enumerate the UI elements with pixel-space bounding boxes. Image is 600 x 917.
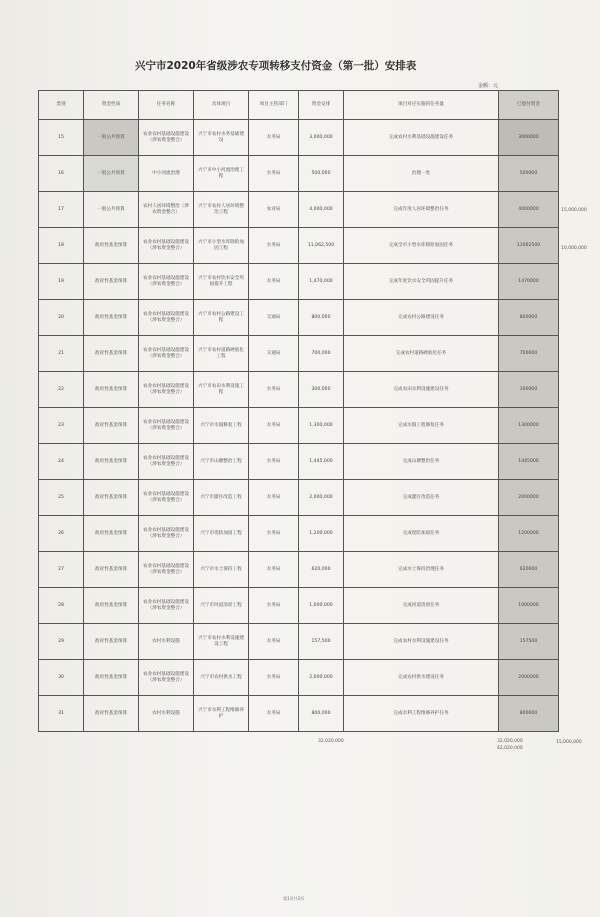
row-nature: 政府性基金预算 [84, 480, 139, 516]
row-task: 农业农村基础设施建设（涉农资金整合） [139, 120, 194, 156]
table-row [39, 516, 559, 552]
row-nature: 政府性基金预算 [84, 444, 139, 480]
row-workload: 完成农田水利设施建设任务 [344, 372, 499, 408]
header-amount: 资金安排 [299, 91, 344, 120]
row-workload: 完成全市小型水库除险加固任务 [344, 228, 499, 264]
row-no: 20 [39, 300, 84, 336]
row-nature: 一般公共预算 [84, 120, 139, 156]
row-workload: 完成农村公路建设任务 [344, 300, 499, 336]
header-paid: 已拨付资金 [499, 91, 559, 120]
table-header [39, 91, 559, 120]
row-no: 25 [39, 480, 84, 516]
allocation-table [38, 90, 559, 732]
row-project: 兴宁市农村人居环境整治工程 [194, 192, 249, 228]
header-project: 具体项目 [194, 91, 249, 120]
row-workload: 完成农村供水建设任务 [344, 660, 499, 696]
row-amount: 1,300,000 [299, 408, 344, 444]
row-amount: 2,000,000 [299, 660, 344, 696]
page-footer: 第1页共3页 [283, 896, 305, 901]
table-row [39, 120, 559, 156]
row-workload: 完成年度人居环境整治任务 [344, 192, 499, 228]
row-amount: 800,000 [299, 696, 344, 732]
row-amount: 1,445,000 [299, 444, 344, 480]
header-category: 类别 [39, 91, 84, 120]
row-paid: 1445000 [499, 444, 559, 480]
document-title: 兴宁市2020年省级涉农专项转移支付资金（第一批）安排表 [135, 60, 417, 72]
row-paid: 1000000 [499, 588, 559, 624]
row-workload: 完成水毁工程修复任务 [344, 408, 499, 444]
row-project: 兴宁市堤防加固工程 [194, 516, 249, 552]
row-paid: 3000000 [499, 120, 559, 156]
row-nature: 政府性基金预算 [84, 552, 139, 588]
row-task: 农业农村基础设施建设（涉农资金整合） [139, 228, 194, 264]
row-project: 兴宁市农村水利设施建设工程 [194, 624, 249, 660]
table-row [39, 696, 559, 732]
row-no: 17 [39, 192, 84, 228]
row-no: 29 [39, 624, 84, 660]
table-row [39, 480, 559, 516]
header-department: 项目主管部门 [249, 91, 299, 120]
row-no: 31 [39, 696, 84, 732]
row-project: 兴宁市农村公路建设工程 [194, 300, 249, 336]
row-dept: 水务局 [249, 624, 299, 660]
row-nature: 政府性基金预算 [84, 588, 139, 624]
row-paid: 620000 [499, 552, 559, 588]
row-amount: 300,000 [299, 372, 344, 408]
row-amount: 157,500 [299, 624, 344, 660]
row-task: 农业农村基础设施建设（涉农资金整合） [139, 480, 194, 516]
row-no: 30 [39, 660, 84, 696]
table-row [39, 336, 559, 372]
row-amount: 800,000 [299, 300, 344, 336]
row-no: 19 [39, 264, 84, 300]
row-no: 18 [39, 228, 84, 264]
row-project: 兴宁市河道清淤工程 [194, 588, 249, 624]
row-paid: 800000 [499, 300, 559, 336]
row-no: 26 [39, 516, 84, 552]
header-fund-nature: 资金性质 [84, 91, 139, 120]
amount-total: 32,020,000 [318, 739, 344, 744]
row-workload: 治理一处 [344, 156, 499, 192]
row-dept: 交通局 [249, 300, 299, 336]
row-nature: 政府性基金预算 [84, 336, 139, 372]
row-task: 中小河流治理 [139, 156, 194, 192]
row-project: 兴宁市水土保持工程 [194, 552, 249, 588]
row-task: 农业农村基础设施建设（涉农资金整合） [139, 516, 194, 552]
row-dept: 水务局 [249, 516, 299, 552]
row-dept: 水务局 [249, 480, 299, 516]
row-dept: 水务局 [249, 588, 299, 624]
row-nature: 政府性基金预算 [84, 408, 139, 444]
paid-total: 32,020,000 [497, 739, 523, 744]
row-project: 兴宁市农田水利设施工程 [194, 372, 249, 408]
row-nature: 一般公共预算 [84, 156, 139, 192]
row-workload: 完成年度饮水安全巩固提升任务 [344, 264, 499, 300]
row-nature: 政府性基金预算 [84, 264, 139, 300]
row-project: 兴宁市中小河流治理工程 [194, 156, 249, 192]
row-dept: 水务局 [249, 228, 299, 264]
table-row [39, 264, 559, 300]
row-dept: 水务局 [249, 120, 299, 156]
row-task: 农村水利设施 [139, 696, 194, 732]
row-workload: 完成农村水利基础设施建设任务 [344, 120, 499, 156]
row-dept: 水务局 [249, 552, 299, 588]
row-task: 农业农村基础设施建设（涉农资金整合） [139, 660, 194, 696]
row-task: 农业农村基础设施建设（涉农资金整合） [139, 300, 194, 336]
row-nature: 政府性基金预算 [84, 372, 139, 408]
table-row [39, 228, 559, 264]
row-amount: 1,000,000 [299, 588, 344, 624]
row-project: 兴宁市农村饮水安全巩固提升工程 [194, 264, 249, 300]
table-row [39, 552, 559, 588]
row-no: 24 [39, 444, 84, 480]
row-paid: 2000000 [499, 660, 559, 696]
row-dept: 水务局 [249, 156, 299, 192]
row-task: 农业农村基础设施建设（涉农资金整合） [139, 336, 194, 372]
paid-total-2: 42,020,000 [497, 746, 523, 751]
row-no: 28 [39, 588, 84, 624]
side-note-1: 15,000,000 [561, 208, 587, 213]
row-amount: 700,000 [299, 336, 344, 372]
row-amount: 4,000,000 [299, 192, 344, 228]
row-dept: 水务局 [249, 660, 299, 696]
row-amount: 1,470,000 [299, 264, 344, 300]
table-row [39, 588, 559, 624]
table-row [39, 192, 559, 228]
row-task: 农业农村基础设施建设（涉农资金整合） [139, 588, 194, 624]
row-workload: 完成堤防加固任务 [344, 516, 499, 552]
row-project: 兴宁市农村供水工程 [194, 660, 249, 696]
row-no: 22 [39, 372, 84, 408]
table-row [39, 372, 559, 408]
row-project: 兴宁市水利工程维修养护 [194, 696, 249, 732]
row-nature: 政府性基金预算 [84, 624, 139, 660]
row-task: 农业农村基础设施建设（涉农资金整合） [139, 372, 194, 408]
row-task: 农业农村基础设施建设（涉农资金整合） [139, 408, 194, 444]
row-task: 农业农村基础设施建设（涉农资金整合） [139, 264, 194, 300]
row-dept: 水务局 [249, 444, 299, 480]
row-nature: 政府性基金预算 [84, 228, 139, 264]
table-row [39, 300, 559, 336]
row-paid: 2000000 [499, 480, 559, 516]
row-dept: 水务局 [249, 408, 299, 444]
row-project: 兴宁市小型水库除险加固工程 [194, 228, 249, 264]
row-nature: 一般公共预算 [84, 192, 139, 228]
row-no: 23 [39, 408, 84, 444]
amount-unit: 金额：元 [478, 83, 499, 89]
row-nature: 政府性基金预算 [84, 300, 139, 336]
row-dept: 水务局 [249, 696, 299, 732]
row-task: 农业农村基础设施建设（涉农资金整合） [139, 444, 194, 480]
row-workload: 完成河道清淤任务 [344, 588, 499, 624]
table-row [39, 624, 559, 660]
row-no: 16 [39, 156, 84, 192]
row-no: 27 [39, 552, 84, 588]
row-amount: 3,000,000 [299, 120, 344, 156]
row-amount: 1,200,000 [299, 516, 344, 552]
row-dept: 水务局 [249, 372, 299, 408]
row-workload: 完成水土保持治理任务 [344, 552, 499, 588]
row-dept: 交通局 [249, 336, 299, 372]
side-note-2: 10,000,000 [561, 246, 587, 251]
row-amount: 500,000 [299, 156, 344, 192]
row-paid: 1300000 [499, 408, 559, 444]
row-amount: 620,000 [299, 552, 344, 588]
row-project: 兴宁市山塘整治工程 [194, 444, 249, 480]
row-nature: 政府性基金预算 [84, 696, 139, 732]
row-project: 兴宁市水毁修复工程 [194, 408, 249, 444]
row-no: 15 [39, 120, 84, 156]
row-paid: 700000 [499, 336, 559, 372]
row-task: 农村人居环境整治（涉农资金整合） [139, 192, 194, 228]
row-no: 21 [39, 336, 84, 372]
row-paid: 1470000 [499, 264, 559, 300]
row-paid: 500000 [499, 156, 559, 192]
row-nature: 政府性基金预算 [84, 516, 139, 552]
row-paid: 11062500 [499, 228, 559, 264]
row-paid: 157500 [499, 624, 559, 660]
row-project: 兴宁市农村水务基础建设 [194, 120, 249, 156]
row-paid: 1200000 [499, 516, 559, 552]
right-total: 15,000,000 [556, 740, 582, 745]
table-row [39, 660, 559, 696]
row-dept: 农业局 [249, 192, 299, 228]
row-amount: 2,000,000 [299, 480, 344, 516]
row-paid: 800000 [499, 696, 559, 732]
header-workload: 项目对应实施的任务量 [344, 91, 499, 120]
row-workload: 完成水利工程维修养护任务 [344, 696, 499, 732]
header-task-name: 任务名称 [139, 91, 194, 120]
row-workload: 完成山塘整治任务 [344, 444, 499, 480]
row-task: 农村水利设施 [139, 624, 194, 660]
row-paid: 4000000 [499, 192, 559, 228]
row-amount: 11,062,500 [299, 228, 344, 264]
table-row [39, 408, 559, 444]
row-nature: 政府性基金预算 [84, 660, 139, 696]
table-row [39, 444, 559, 480]
row-project: 兴宁市灌区改造工程 [194, 480, 249, 516]
row-workload: 完成灌区改造任务 [344, 480, 499, 516]
row-paid: 300000 [499, 372, 559, 408]
row-task: 农业农村基础设施建设（涉农资金整合） [139, 552, 194, 588]
row-project: 兴宁市农村道路硬底化工程 [194, 336, 249, 372]
row-dept: 水务局 [249, 264, 299, 300]
row-workload: 完成农村水利设施建设任务 [344, 624, 499, 660]
row-workload: 完成农村道路硬底化任务 [344, 336, 499, 372]
table-row [39, 156, 559, 192]
